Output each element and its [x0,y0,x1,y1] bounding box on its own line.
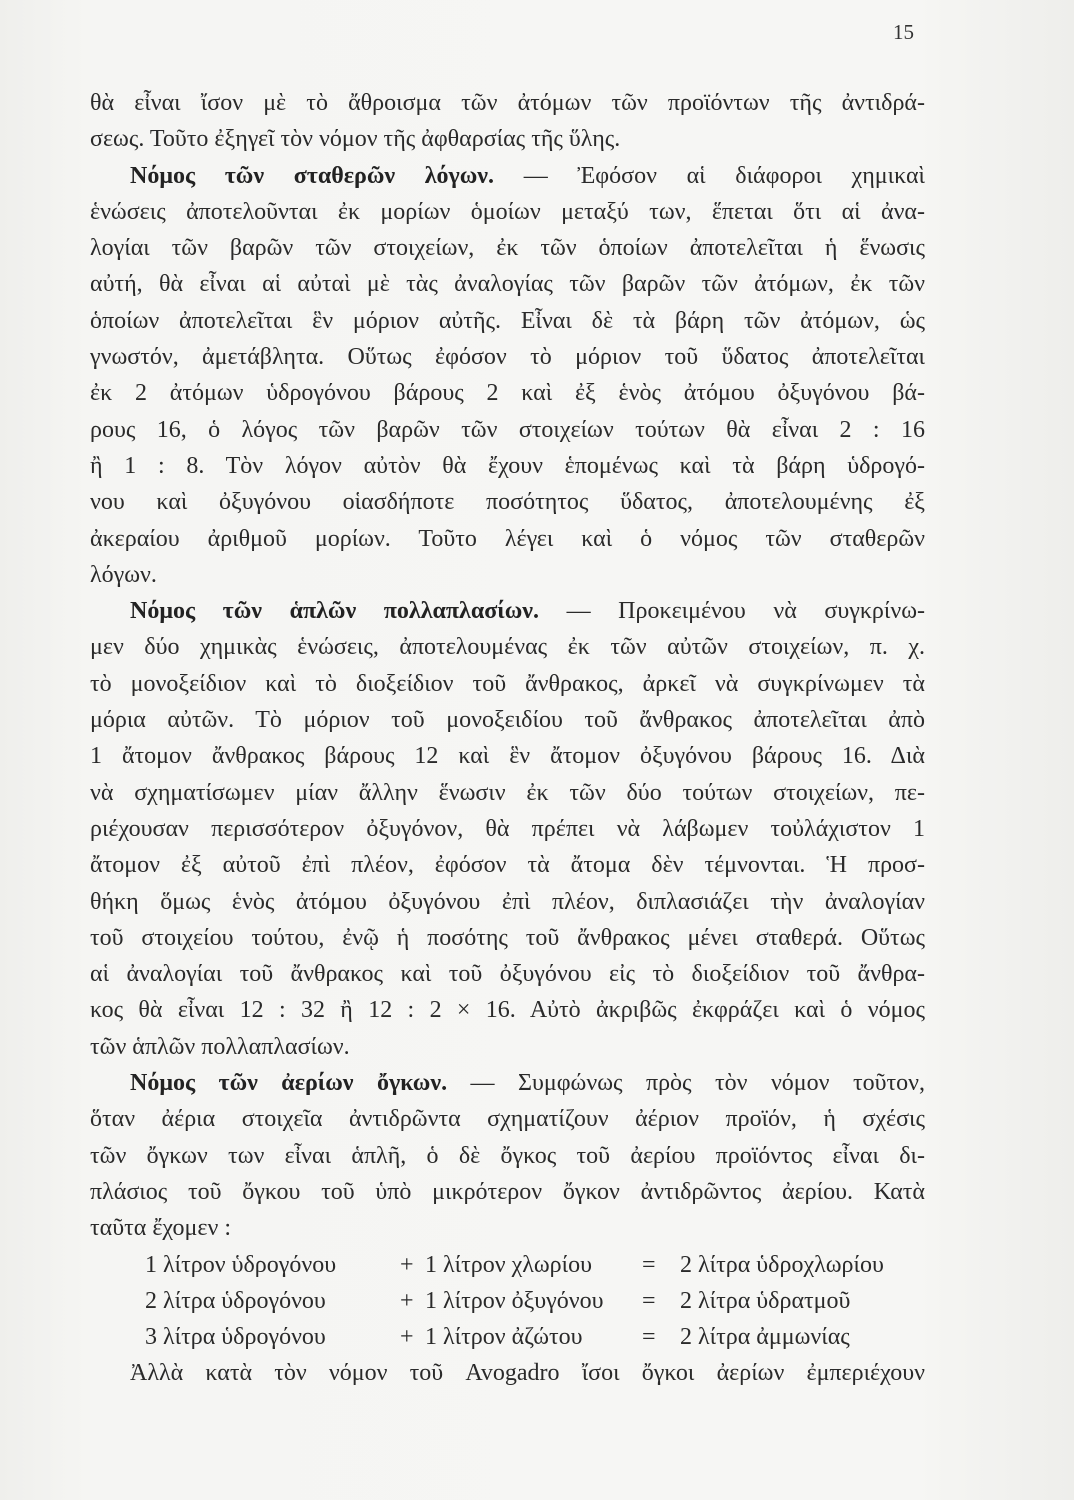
text-line: ἄτομον ἐξ αὐτοῦ ἐπὶ πλέον, ἐφόσον τὰ ἄτομα δὲν τέμνονται. Ἡ προσ- [90,852,925,879]
text-line [90,158,925,194]
equation-right: 2 λίτρα ὑδροχλωρίου [680,1251,884,1278]
text-line: λογίαι τῶν βαρῶν τῶν στοιχείων, ἐκ τῶν ὁποίων ἀποτελεῖται ἡ ἕνωσις [90,235,925,262]
section-heading: Νόμος τῶν ἀερίων ὄγκων. [130,1070,448,1097]
text-line [90,593,925,629]
text-line: ὅταν ἀέρια στοιχεῖα ἀντιδρῶντα σχηματίζουν ἀέριον προϊόν, ἡ σχέσις [90,1106,925,1133]
equation-left: 1 λίτρον ὑδρογόνου [145,1251,337,1278]
text-run: — Ἐφόσον αἱ διάφοροι χημικαὶ [523,162,925,189]
text-line: λόγων. [90,561,157,588]
text-line [90,1065,925,1101]
text-line: τῶν ἁπλῶν πολλαπλασίων. [90,1033,350,1060]
text-line: ἐκ 2 ἀτόμων ὑδρογόνου βάρους 2 καὶ ἐξ ἑνὸς ἀτόμου ὀξυγόνου βά- [90,380,925,407]
text-line: τοῦ στοιχείου τούτου, ἐνῷ ἡ ποσότης τοῦ ἄνθρακος μένει σταθερά. Οὕτως [90,924,925,951]
text-line: μεν δύο χημικὰς ἑνώσεις, ἀποτελουμένας ἐκ τῶν αὐτῶν στοιχείων, π. χ. [90,634,925,661]
equation-right: 2 λίτρα ἀμμωνίας [680,1324,850,1351]
text-line: τὸ μονοξείδιον καὶ τὸ διοξείδιον τοῦ ἄνθρακος, ἀρκεῖ νὰ συγκρίνωμεν τὰ [90,670,925,697]
text-line: Ἀλλὰ κατὰ τὸν νόμον τοῦ Avogadro ἴσοι ὄγκοι ἀερίων ἐμπεριέχουν [130,1360,925,1387]
text-line: ἀκεραίου ἀριθμοῦ μορίων. Τοῦτο λέγει καὶ ὁ νόμος τῶν σταθερῶν [90,525,925,552]
plus-sign: + [400,1287,414,1314]
equation-row [90,1319,925,1355]
text-line: μόρια αὐτῶν. Τὸ μόριον τοῦ μονοξειδίου τοῦ ἄνθρακος ἀποτελεῖται ἀπὸ [90,707,925,734]
equals-sign: = [642,1324,656,1351]
section-heading: Νόμος τῶν σταθερῶν λόγων. [130,162,495,189]
page-number: 15 [893,20,914,44]
equation-middle: 1 λίτρον χλωρίου [425,1251,592,1278]
text-column [90,85,925,1392]
equation-middle: 1 λίτρον ἀζώτου [425,1324,583,1351]
text-line: ἢ 1 : 8. Τὸν λόγον αὐτὸν θὰ ἔχουν ἑπομένως καὶ τὰ βάρη ὑδρογό- [90,452,925,479]
text-line: ταῦτα ἔχομεν : [90,1215,231,1242]
equals-sign: = [642,1287,656,1314]
text-line: ριέχουσαν περισσότερον ὀξυγόνον, θὰ πρέπει νὰ λάβωμεν τοὐλάχιστον 1 [90,815,925,842]
text-line: σεως. Τοῦτο ἐξηγεῖ τὸν νόμον τῆς ἀφθαρσίας τῆς ὕλης. [90,126,621,153]
text-line: θήκη ὅμως ἑνὸς ἀτόμου ὀξυγόνου ἐπὶ πλέον, διπλασιάζει τὴν ἀναλογίαν [90,888,925,915]
text-line: γνωστόν, ἀμετάβλητα. Οὕτως ἐφόσον τὸ μόριον τοῦ ὕδατος ἀποτελεῖται [90,344,925,371]
text-line: ρους 16, ὁ λόγος τῶν βαρῶν τῶν στοιχείων τούτων θὰ εἶναι 2 : 16 [90,416,925,443]
equation-row [90,1247,925,1283]
text-line: 1 ἄτομον ἄνθρακος βάρους 12 καὶ ἓν ἄτομον ὀξυγόνου βάρους 16. Διὰ [90,743,925,770]
plus-sign: + [400,1251,414,1278]
text-line: νὰ σχηματίσωμεν μίαν ἄλλην ἕνωσιν ἐκ τῶν δύο τούτων στοιχείων, πε- [90,779,925,806]
text-line: θὰ εἶναι ἴσον μὲ τὸ ἄθροισμα τῶν ἀτόμων τῶν προϊόντων τῆς ἀντιδρά- [90,90,925,116]
text-line: ἑνώσεις ἀποτελοῦνται ἐκ μορίων ὁμοίων μεταξύ των, ἕπεται ὅτι αἱ ἀνα- [90,198,925,225]
text-line: πλάσιος τοῦ ὄγκου τοῦ ὑπὸ μικρότερον ὄγκον ἀντιδρῶντος ἀερίου. Κατὰ [90,1178,925,1205]
text-run: — Συμφώνως πρὸς τὸν νόμον τοῦτον, [470,1070,925,1097]
equation-row [90,1283,925,1319]
equals-sign: = [642,1251,656,1278]
plus-sign: + [400,1324,414,1351]
text-line: τῶν ὄγκων των εἶναι ἁπλῆ, ὁ δὲ ὄγκος τοῦ ἀερίου προϊόντος εἶναι δι- [90,1142,925,1169]
equation-right: 2 λίτρα ὑδρατμοῦ [680,1287,851,1314]
text-line: κος θὰ εἶναι 12 : 32 ἢ 12 : 2 × 16. Αὐτὸ ἀκριβῶς ἐκφράζει καὶ ὁ νόμος [90,997,925,1024]
equation-middle: 1 λίτρον ὀξυγόνου [425,1287,604,1314]
equation-left: 3 λίτρα ὑδρογόνου [145,1324,326,1351]
text-line: νου καὶ ὀξυγόνου οἱασδήποτε ποσότητος ὕδατος, ἀποτελουμένης ἐξ [90,489,925,516]
text-line: ὁποίων ἀποτελεῖται ἓν μόριον αὐτῆς. Εἶναι δὲ τὰ βάρη τῶν ἀτόμων, ὡς [90,307,925,334]
text-run: — Προκειμένου νὰ συγκρίνω- [566,598,925,625]
equation-left: 2 λίτρα ὑδρογόνου [145,1287,326,1314]
section-heading: Νόμος τῶν ἁπλῶν πολλαπλασίων. [130,598,539,625]
text-line: αἱ ἀναλογίαι τοῦ ἄνθρακος καὶ τοῦ ὀξυγόνου εἰς τὸ διοξείδιον τοῦ ἄνθρα- [90,961,925,988]
text-line: αὐτή, θὰ εἶναι αἱ αὐταὶ μὲ τὰς ἀναλογίας τῶν βαρῶν τῶν ἀτόμων, ἐκ τῶν [90,271,925,298]
